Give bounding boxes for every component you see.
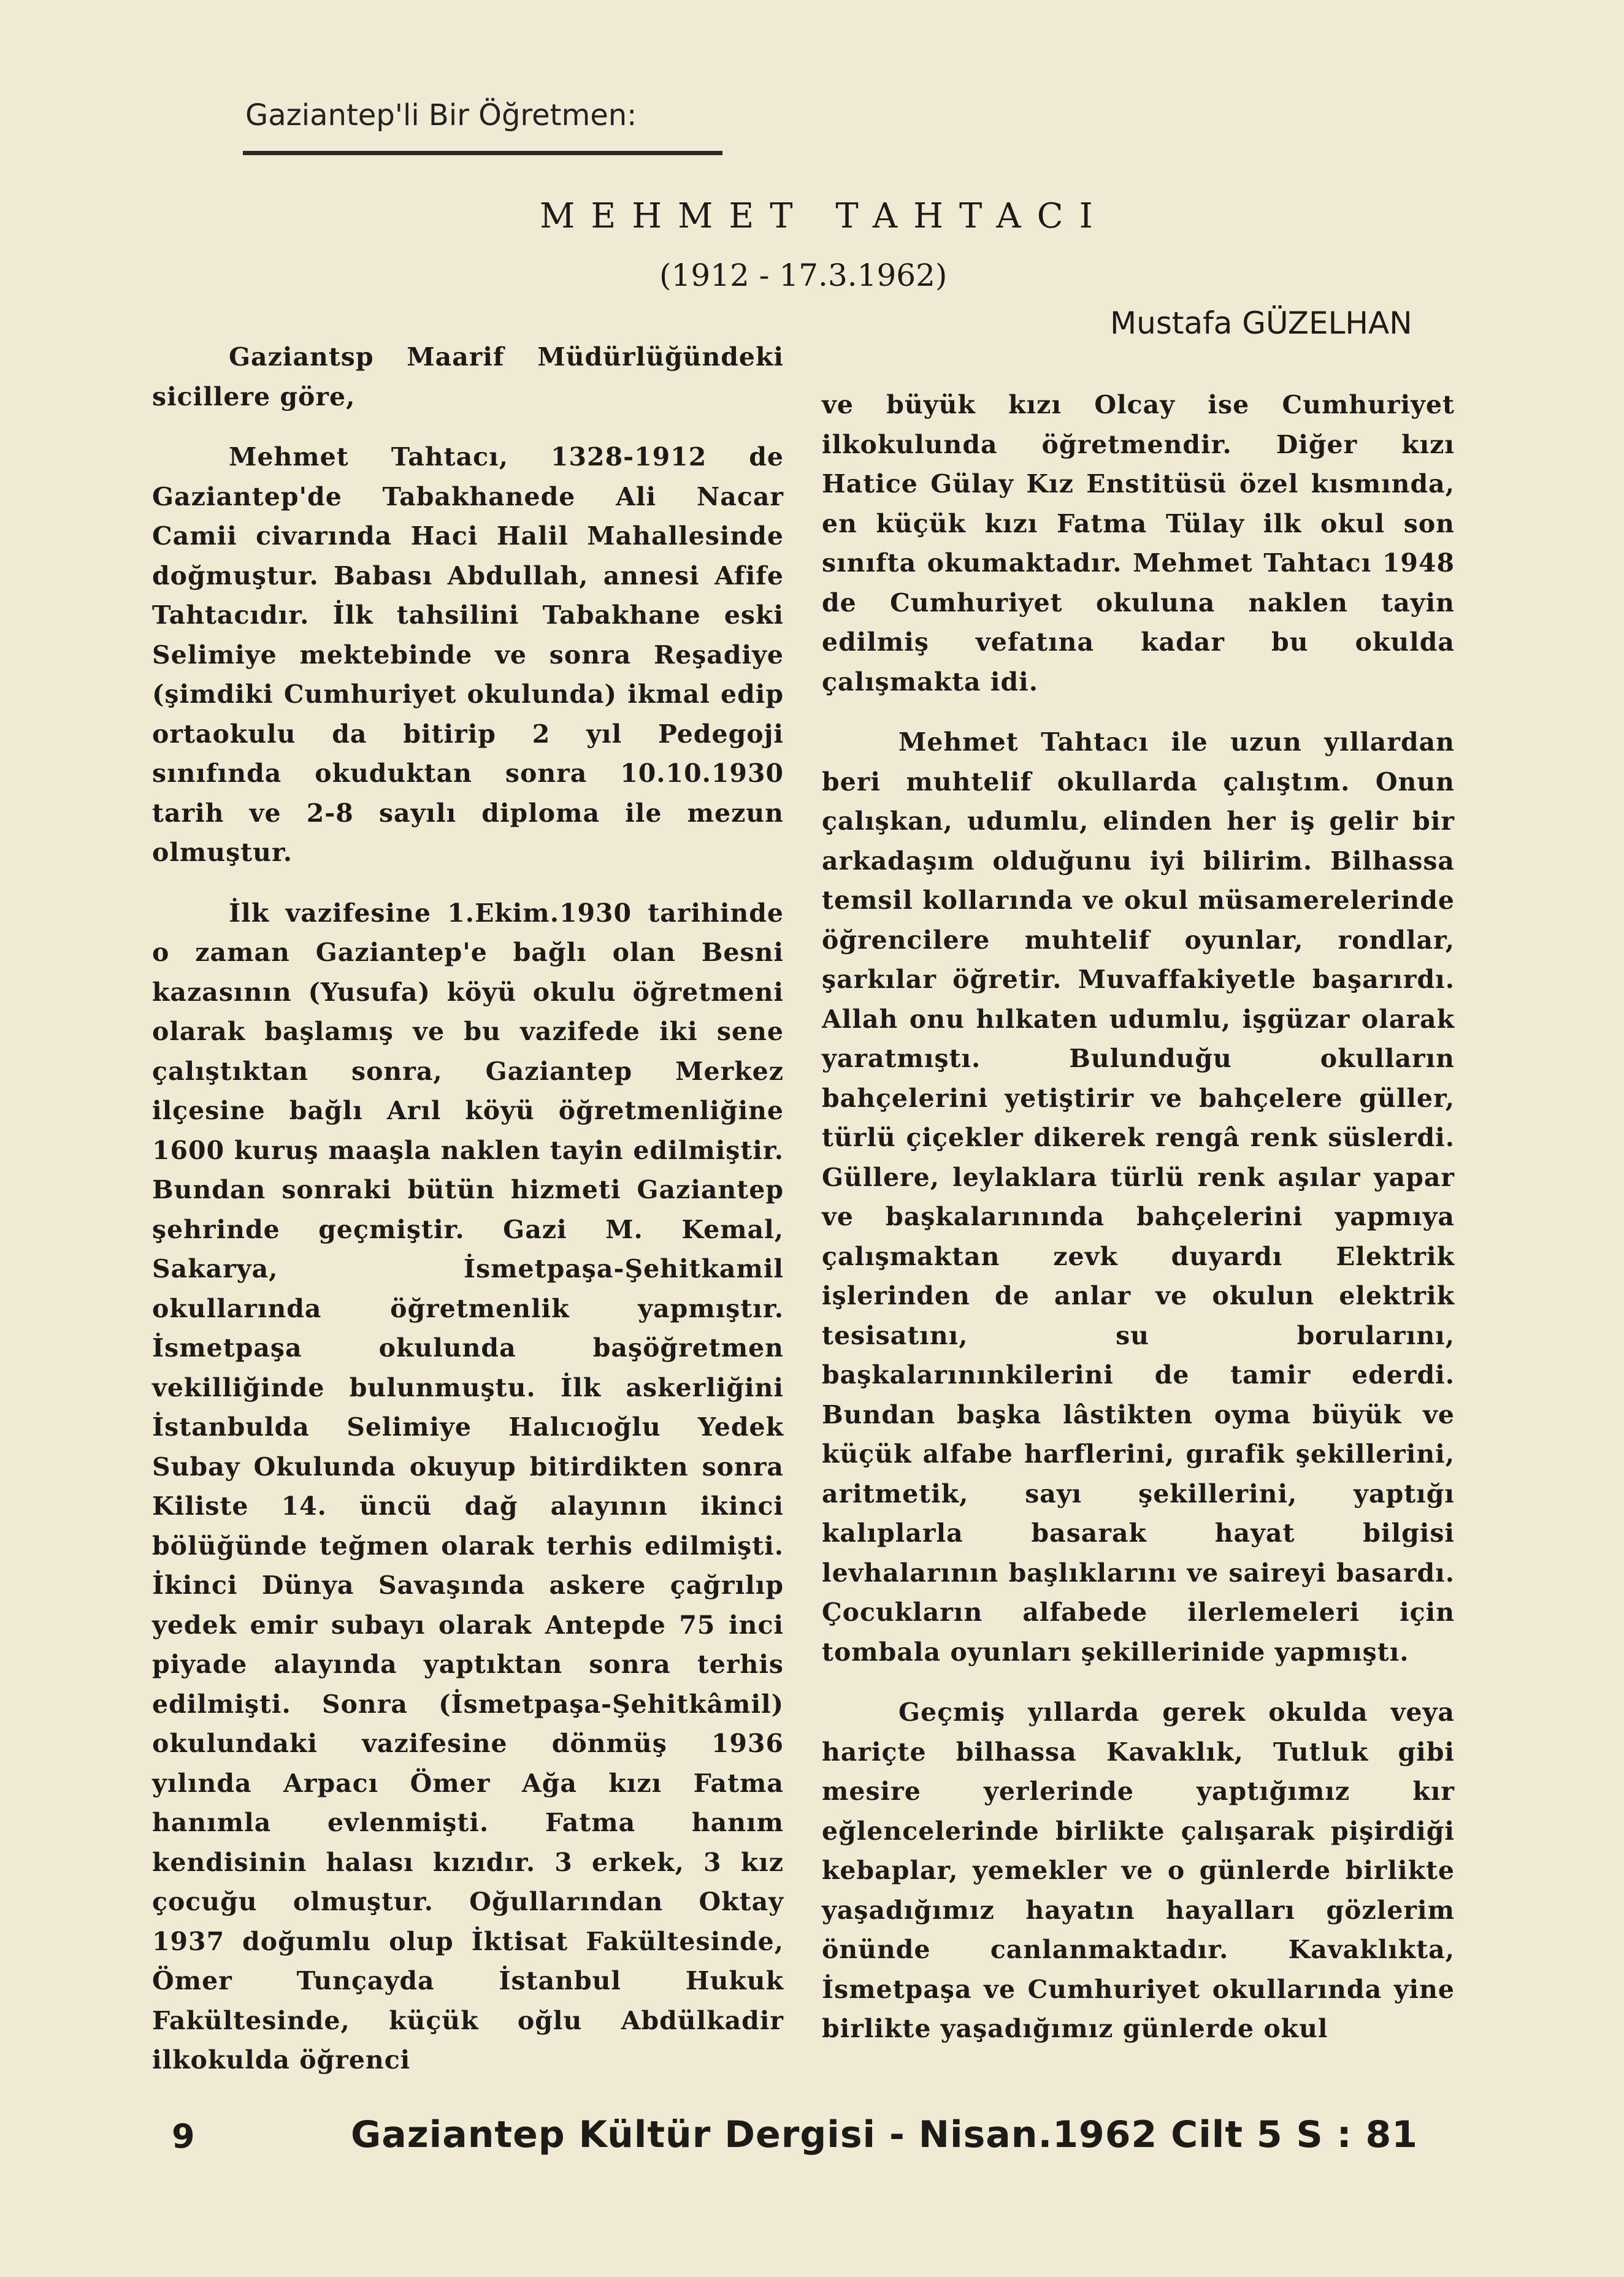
paragraph: Mehmet Tahtacı ile uzun yıllardan beri muhtelif okullarda çalıştım. Onun çalışkan, udumlu, elinden her iş gelir bir arkadaşım olduğunu iyi bilirim. Bilhassa temsil kollarında ve okul müsamerelerinde öğrencilere muhtelif oyunlar, rondlar, şarkılar öğretir. Muvaffakiyetle başarırdı. Allah onu hılkaten udumlu, işgüzar olarak yaratmıştı. Bulunduğu okulların bahçelerini yetiştirir ve bahçelere güller, türlü çiçekler dikerek rengâ renk süslerdi. Güllere, leylaklara türlü renk aşılar yapar ve başkalarınında bahçelerini yapmıya çalışmaktan zevk duyardı Elektrik işlerinden de anlar ve okulun elektrik tesisatını, su borularını, başkalarınınkilerini de tamir ederdi. Bundan başka lâstikten oyma büyük ve küçük alfabe harflerini, gırafik şekillerini, aritmetik, sayı şekillerini, yaptığı kalıplarla basarak hayat bilgisi levhalarının başlıklarını ve saireyi basardı. Çocukların alfabede ilerlemeleri için tombala oyunları şekillerinide yapmıştı.: [822, 727, 1455, 1667]
paragraph: ve büyük kızı Olcay ise Cumhuriyet ilkokulunda öğretmendir. Diğer kızı Hatice Gülay Kız Enstitüsü özel kısmında, en küçük kızı Fatma Tülay ilk okul son sınıfta okumaktadır. Mehmet Tahtacı 1948 de Cumhuriyet okuluna naklen tayin edilmiş vefatına kadar bu okulda çalışmakta idi.: [822, 390, 1455, 697]
left-column: [152, 337, 784, 2101]
paragraph: İlk vazifesine 1.Ekim.1930 tarihinde o zaman Gaziantep'e bağlı olan Besni kazasının (Yusufa) köyü okulu öğretmeni olarak başlamış ve bu vazifede iki sene çalıştıktan sonra, Gaziantep Merkez ilçesine bağlı Arıl köyü öğretmenliğine 1600 kuruş maaşla naklen tayin edilmiştir. Bundan sonraki bütün hizmeti Gaziantep şehrinde geçmiştir. Gazi M. Kemal, Sakarya, İsmetpaşa-Şehitkamil okullarında öğretmenlik yapmıştır. İsmetpaşa okulunda başöğretmen vekilliğinde bulunmuştu. İlk askerliğini İstanbulda Selimiye Halıcıoğlu Yedek Subay Okulunda okuyup bitirdikten sonra Kiliste 14. üncü dağ alayının ikinci bölüğünde teğmen olarak terhis edilmişti. İkinci Dünya Savaşında askere çağrılıp yedek emir subayı olarak Antepde 75 inci piyade alayında yaptıktan sonra terhis edilmişti. Sonra (İsmetpaşa-Şehitkâmil) okulundaki vazifesine dönmüş 1936 yılında Arpacı Ömer Ağa kızı Fatma hanımla evlenmişti. Fatma hanım kendisinin halası kızıdır. 3 erkek, 3 kız çocuğu olmuştur. Oğullarından Oktay 1937 doğumlu olup İktisat Fakültesinde, Ömer Tunçayda İstanbul Hukuk Fakültesinde, küçük oğlu Abdülkadir ilkokulda öğrenci: [152, 898, 784, 2075]
section-kicker: Gaziantep'li Bir Öğretmen:: [245, 98, 637, 132]
article-title: MEHMET TAHTACI: [540, 196, 1109, 236]
paragraph: Mehmet Tahtacı, 1328-1912 de Gaziantep'de Tabakhanede Ali Nacar Camii civarında Haci Halil Mahallesinde doğmuştur. Babası Abdullah, annesi Afife Tahtacıdır. İlk tahsilini Tabakhane eski Selimiye mektebinde ve sonra Reşadiye (şimdiki Cumhuriyet okulunda) ikmal edip ortaokulu da bitirip 2 yıl Pedegoji sınıfında okuduktan sonra 10.10.1930 tarih ve 2-8 sayılı diploma ile mezun olmuştur.: [152, 442, 784, 867]
article-dates: (1912 - 17.3.1962): [659, 258, 948, 293]
right-column: [822, 385, 1455, 2070]
paragraph: Geçmiş yıllarda gerek okulda veya hariçte bilhassa Kavaklık, Tutluk gibi mesire yerlerinde yaptığımız kır eğlencelerinde birlikte çalışarak pişirdiği kebaplar, yemekler ve o günlerde birlikte yaşadığımız hayatın hayalları gözlerim önünde canlanmaktadır. Kavaklıkta, İsmetpaşa ve Cumhuriyet okullarında yine birlikte yaşadığımız günlerde okul: [822, 1697, 1455, 2043]
footer-publication: Gaziantep Kültür Dergisi - Nisan.1962 Cilt 5 S : 81: [351, 2113, 1419, 2156]
paragraph: Gaziantsp Maarif Müdürlüğündeki sicillere göre,: [152, 342, 784, 411]
article-author: Mustafa GÜZELHAN: [1110, 305, 1412, 341]
kicker-underline: [243, 151, 722, 155]
page-number: 9: [172, 2117, 195, 2156]
